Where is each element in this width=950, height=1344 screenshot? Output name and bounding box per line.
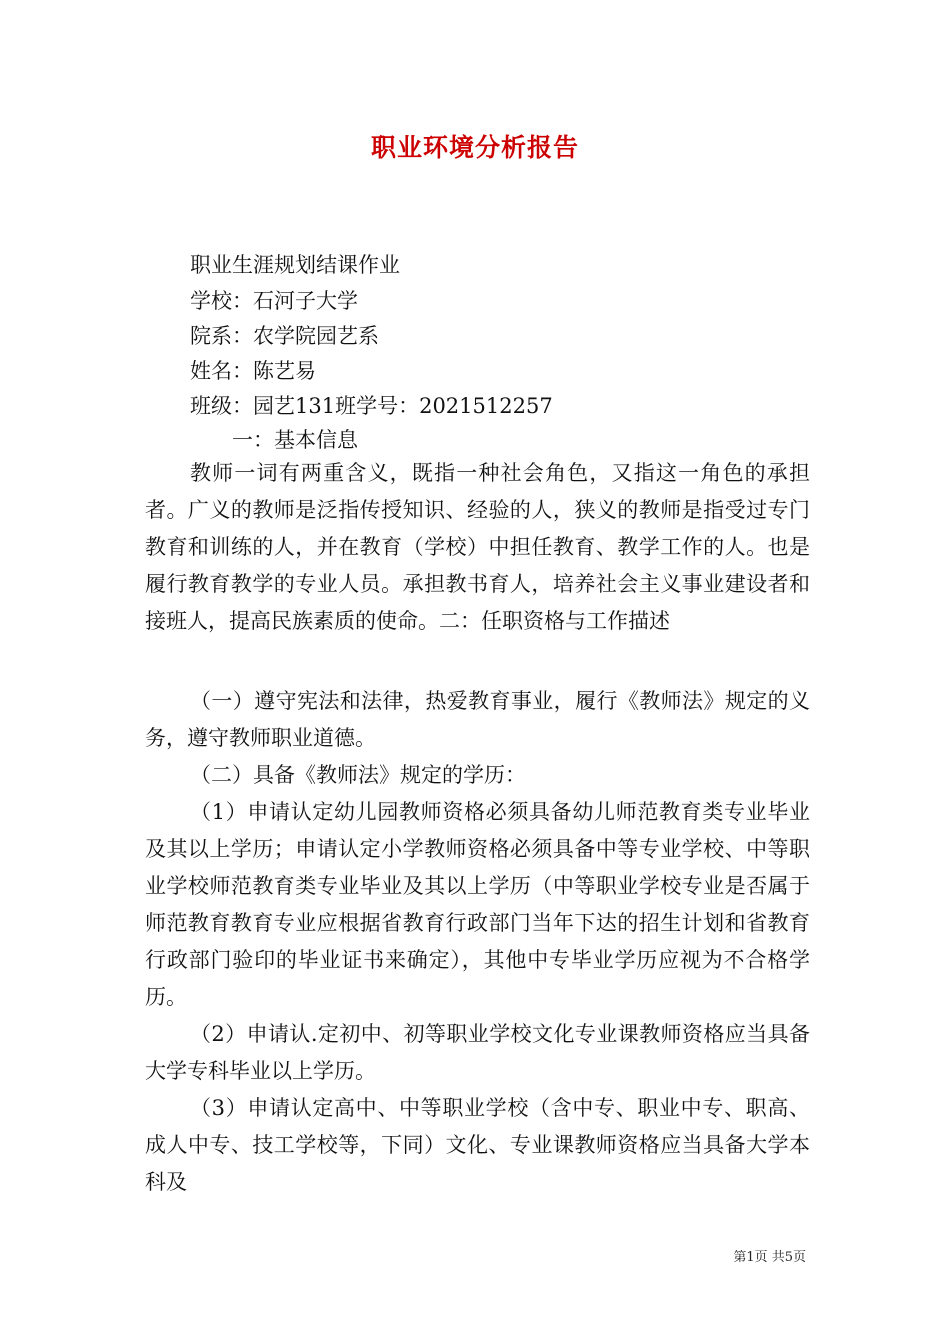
- page-title: 职业环境分析报告: [370, 133, 579, 162]
- page-footer: 第1页 共5页: [733, 1250, 806, 1265]
- paragraph-requirement-1: （一）遵守宪法和法律，热爱教育事业，履行《教师法》规定的义务，遵守教师职业道德。: [145, 689, 810, 750]
- section-heading: 一：基本信息: [232, 428, 358, 452]
- paragraph-requirement-2: （二）具备《教师法》规定的学历：: [190, 763, 526, 787]
- paragraph-item-2: （2）申请认.定初中、初等职业学校文化专业课教师资格应当具备大学专科毕业以上学历。: [145, 1022, 810, 1083]
- info-line-school: 学校：石河子大学: [190, 289, 358, 313]
- info-line-class-id: 班级：园艺131班学号：2021512257: [190, 394, 553, 418]
- info-line-department: 院系：农学院园艺系: [190, 324, 379, 348]
- paragraph-item-1: （1）申请认定幼儿园教师资格必须具备幼儿师范教育类专业毕业及其以上学历；申请认定小学教师资格必须具备中等专业学校、中等职业学校师范教育类专业毕业及其以上学历（中等职业学校专业是否属于师范教育教育专业应根据省教育行政部门当年下达的招生计划和省教育行政部门验印的毕业证书来确定），其他中专毕业学历应视为不合格学历。: [145, 800, 810, 1009]
- info-line-name: 姓名：陈艺易: [190, 359, 316, 383]
- paragraph-definition: 教师一词有两重含义，既指一种社会角色，又指这一角色的承担者。广义的教师是泛指传授知识、经验的人，狭义的教师是指受过专门教育和训练的人，并在教育（学校）中担任教育、教学工作的人。也是履行教育教学的专业人员。承担教书育人，培养社会主义事业建设者和接班人，提高民族素质的使命。二：任职资格与工作描述: [145, 461, 810, 633]
- paragraph-item-3: （3）申请认定高中、中等职业学校（含中专、职业中专、职高、成人中专、技工学校等，下同）文化、专业课教师资格应当具备大学本科及: [145, 1096, 810, 1194]
- info-line-assignment: 职业生涯规划结课作业: [190, 253, 400, 277]
